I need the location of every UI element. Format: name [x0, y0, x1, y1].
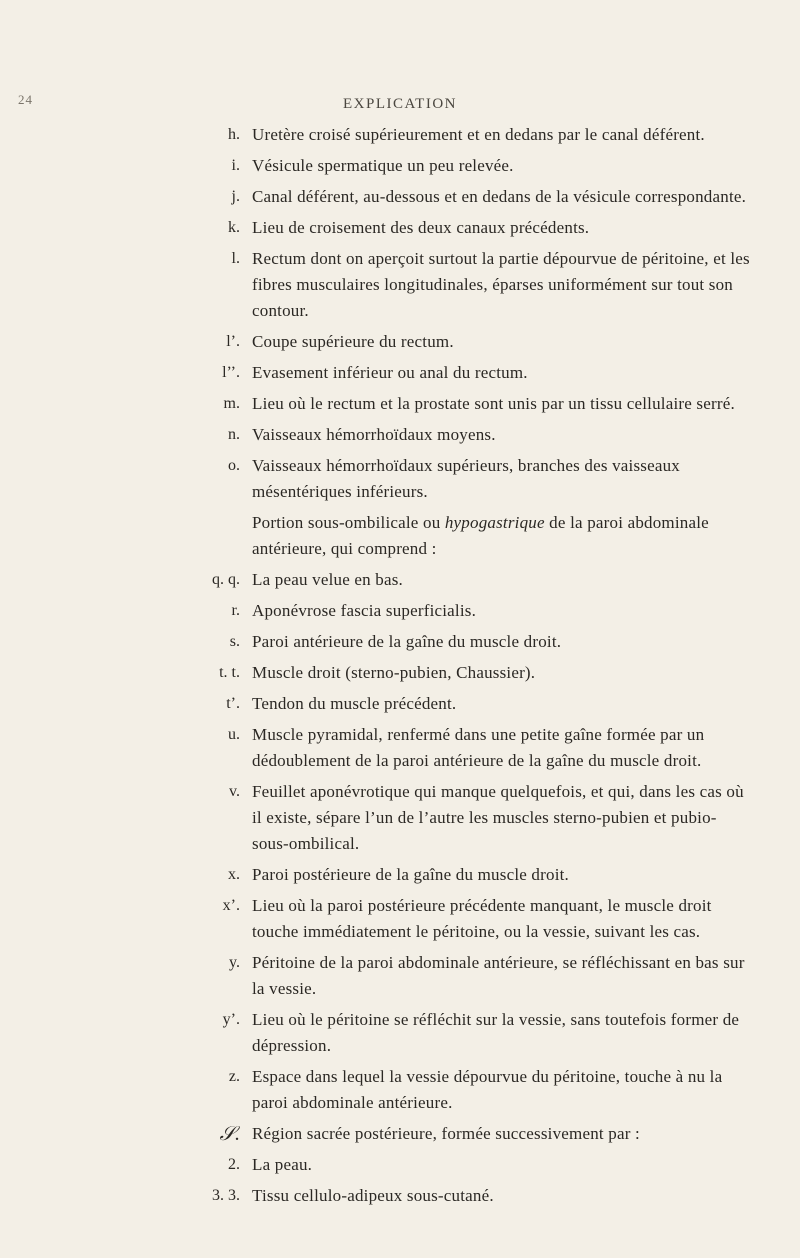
running-title: EXPLICATION — [343, 96, 457, 112]
entry-label: j. — [231, 188, 240, 205]
entry-text: Paroi antérieure de la gaîne du muscle droit. — [252, 632, 562, 651]
entry-label: m. — [223, 395, 240, 412]
legend-entry-m — [0, 391, 800, 417]
entry-text: Vésicule spermatique un peu relevée. — [252, 156, 514, 175]
legend-entry-o — [0, 453, 800, 505]
entry-label: h. — [228, 126, 240, 143]
entry-text: Muscle pyramidal, renfermé dans une petite gaîne formée par un dédoublement de la paroi antérieure de la gaîne du muscle droit. — [252, 725, 705, 770]
entry-label: 3. 3. — [212, 1187, 240, 1204]
entry-text: Muscle droit (sterno-pubien, Chaussier). — [252, 663, 536, 682]
legend-entry-v — [0, 779, 800, 857]
entry-text: Tissu cellulo-adipeux sous-cutané. — [252, 1186, 494, 1205]
legend-entry-x-prime — [0, 893, 800, 945]
legend-entry-u — [0, 722, 800, 774]
legend-entry-n — [0, 422, 800, 448]
entry-label: i. — [231, 157, 240, 174]
legend-entry-x — [0, 862, 800, 888]
entry-label: x. — [228, 866, 240, 883]
entry-text: La peau. — [252, 1155, 313, 1174]
intro-text-before: Portion sous-ombilicale ou — [252, 513, 445, 532]
legend-entry-t — [0, 660, 800, 686]
legend-entry-y — [0, 950, 800, 1002]
legend-entry-l-prime — [0, 329, 800, 355]
entry-text: Uretère croisé supérieurement et en dedans par le canal déférent. — [252, 125, 705, 144]
entry-label: t. t. — [219, 664, 240, 681]
entry-text: Région sacrée postérieure, formée successivement par : — [252, 1124, 640, 1143]
section-intro — [0, 510, 800, 562]
legend-entry-l — [0, 246, 800, 324]
legend-entry-i — [0, 153, 800, 179]
page-number: 24 — [18, 92, 33, 107]
intro-text-after: de la paroi abdominale antérieure, qui comprend : — [252, 513, 709, 558]
legend-entry-z — [0, 1064, 800, 1116]
entry-text: Aponévrose fascia superficialis. — [252, 601, 477, 620]
entry-label: u. — [228, 726, 240, 743]
section-intro-text — [252, 510, 752, 562]
entry-text: Péritoine de la paroi abdominale antérieure, se réfléchissant en bas sur la vessie. — [252, 953, 745, 998]
entry-text: Rectum dont on aperçoit surtout la partie dépourvue de péritoine, et les fibres musculaires longitudinales, éparses uniformément sur tout son contour. — [252, 249, 750, 320]
entry-text: Feuillet aponévrotique qui manque quelquefois, et qui, dans les cas où il existe, sépare l’un de l’autre les muscles sterno-pubien et pubio-sous-ombilical. — [252, 782, 744, 853]
entry-label: k. — [228, 219, 240, 236]
legend-entry-3 — [0, 1183, 800, 1209]
entry-text: Paroi postérieure de la gaîne du muscle droit. — [252, 865, 569, 884]
entry-label: z. — [228, 1068, 240, 1085]
entry-label: s. — [229, 633, 240, 650]
legend-entry-j — [0, 184, 800, 210]
entry-label: l’. — [226, 333, 240, 350]
legend-entry-2 — [0, 1152, 800, 1178]
entry-label: o. — [228, 457, 240, 474]
entry-text: Lieu où le rectum et la prostate sont unis par un tissu cellulaire serré. — [252, 394, 735, 413]
entry-label: q. q. — [212, 571, 240, 588]
entry-label: r. — [231, 602, 240, 619]
entry-text: Lieu où le péritoine se réfléchit sur la vessie, sans toutefois former de dépression. — [252, 1010, 740, 1055]
entry-text: Canal déférent, au-dessous et en dedans de la vésicule correspondante. — [252, 187, 747, 206]
entry-label: l. — [231, 250, 240, 267]
entry-label: y. — [229, 954, 240, 971]
legend-entry-s — [0, 629, 800, 655]
entry-text: Lieu où la paroi postérieure précédente manquant, le muscle droit touche immédiatement le péritoine, ou la vessie, suivant les cas. — [252, 896, 712, 941]
legend-entry-h — [0, 122, 800, 148]
entry-text: Vaisseaux hémorrhoïdaux supérieurs, branches des vaisseaux mésentériques inférieurs. — [252, 456, 680, 501]
legend-entries — [0, 122, 800, 1214]
entry-label: n. — [228, 426, 240, 443]
entry-text: Evasement inférieur ou anal du rectum. — [252, 363, 528, 382]
entry-text: Lieu de croisement des deux canaux précédents. — [252, 218, 590, 237]
entry-label: 𝒮. — [219, 1123, 240, 1145]
legend-entry-k — [0, 215, 800, 241]
entry-label: v. — [229, 783, 240, 800]
entry-label: l’’. — [222, 364, 240, 381]
intro-text-italic: hypogastrique — [444, 513, 545, 532]
legend-entry-sacred — [0, 1121, 800, 1147]
legend-entry-l-second — [0, 360, 800, 386]
entry-text: La peau velue en bas. — [252, 570, 403, 589]
legend-entry-t-prime — [0, 691, 800, 717]
entry-label: x’. — [222, 897, 240, 914]
entry-text: Coupe supérieure du rectum. — [252, 332, 454, 351]
entry-label: 2. — [228, 1156, 240, 1173]
legend-entry-y-prime — [0, 1007, 800, 1059]
entry-text: Vaisseaux hémorrhoïdaux moyens. — [252, 425, 496, 444]
entry-label: y’. — [222, 1011, 240, 1028]
entry-text: Espace dans lequel la vessie dépourvue du péritoine, touche à nu la paroi abdominale antérieure. — [252, 1067, 723, 1112]
legend-entry-r — [0, 598, 800, 624]
entry-label: t’. — [226, 695, 240, 712]
entry-text: Tendon du muscle précédent. — [252, 694, 457, 713]
legend-entry-q — [0, 567, 800, 593]
